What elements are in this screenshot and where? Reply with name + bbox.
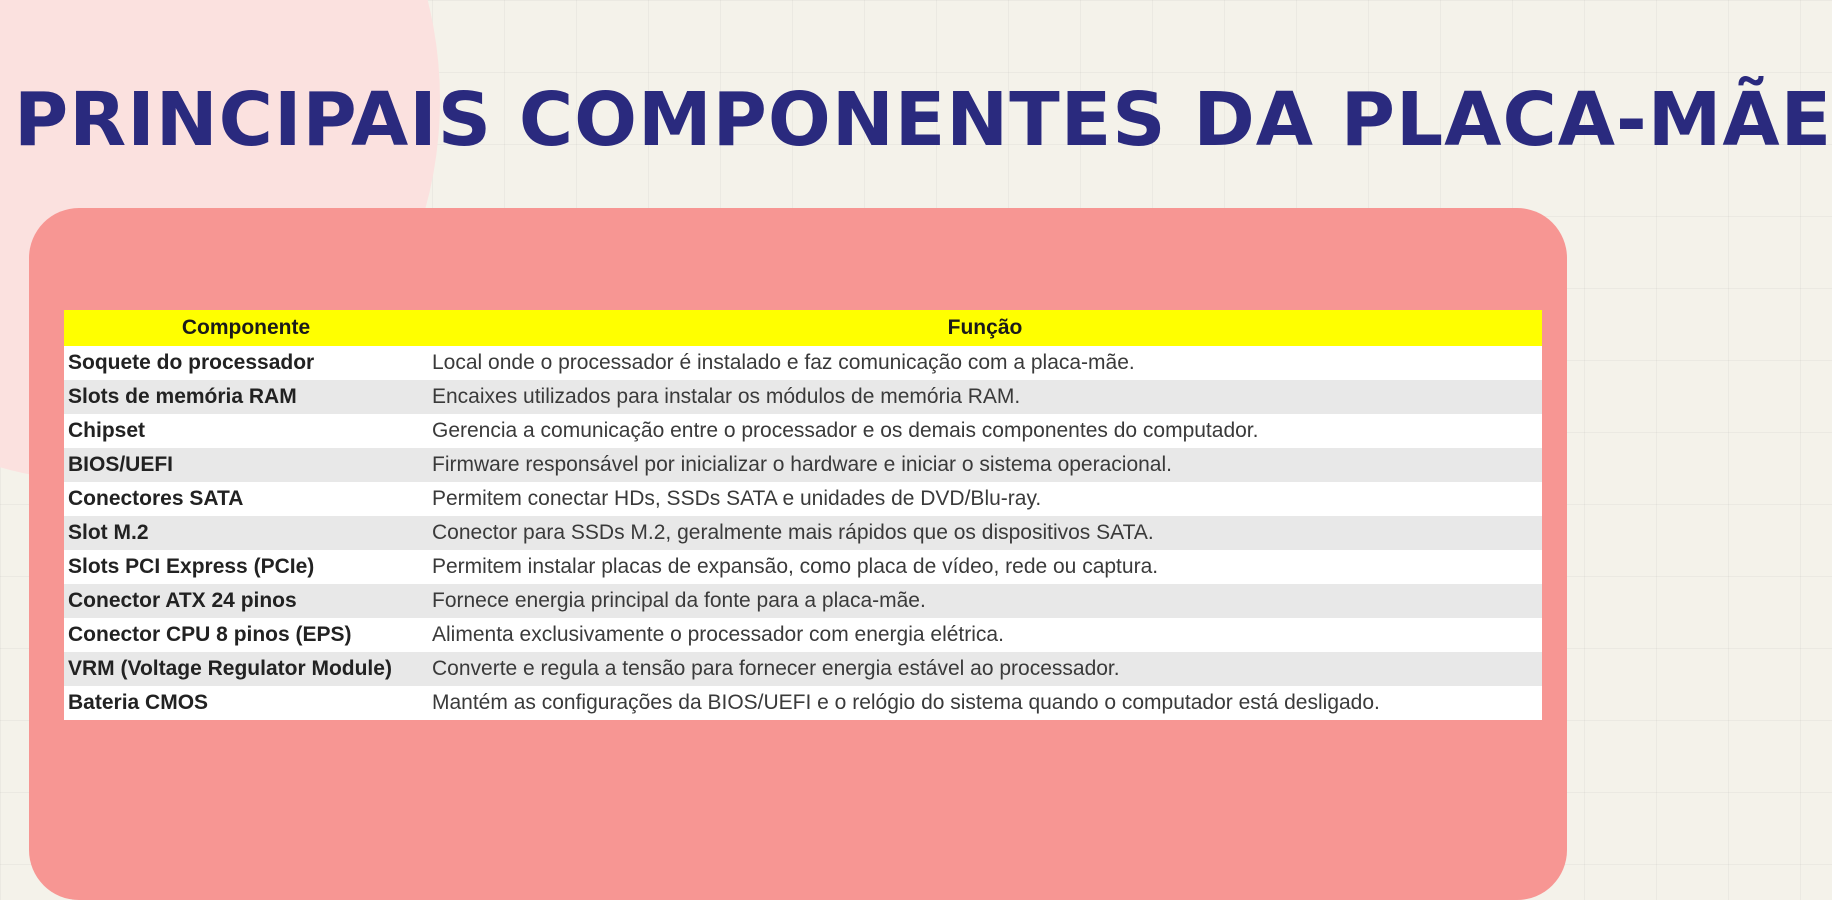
cell-funcao: Encaixes utilizados para instalar os módulos de memória RAM. (428, 380, 1542, 414)
table-row (64, 414, 1542, 448)
cell-componente: Conector CPU 8 pinos (EPS) (64, 618, 428, 652)
table-row (64, 482, 1542, 516)
cell-funcao: Gerencia a comunicação entre o processador e os demais componentes do computador. (428, 414, 1542, 448)
table-row (64, 448, 1542, 482)
cell-componente: BIOS/UEFI (64, 448, 428, 482)
cell-componente: Soquete do processador (64, 346, 428, 380)
components-table-container (64, 310, 1542, 720)
cell-componente: Conectores SATA (64, 482, 428, 516)
table-body (64, 346, 1542, 720)
cell-componente: Slots de memória RAM (64, 380, 428, 414)
page-title: PRINCIPAIS COMPONENTES DA PLACA-MÃE (14, 77, 1832, 163)
table-row (64, 380, 1542, 414)
cell-componente: Slots PCI Express (PCIe) (64, 550, 428, 584)
cell-componente: Conector ATX 24 pinos (64, 584, 428, 618)
components-table (64, 310, 1542, 720)
header-funcao: Função (428, 310, 1542, 346)
cell-funcao: Mantém as configurações da BIOS/UEFI e o relógio do sistema quando o computador está desligado. (428, 686, 1542, 720)
header-componente: Componente (64, 310, 428, 346)
cell-funcao: Local onde o processador é instalado e faz comunicação com a placa-mãe. (428, 346, 1542, 380)
table-header-row (64, 310, 1542, 346)
cell-funcao: Firmware responsável por inicializar o hardware e iniciar o sistema operacional. (428, 448, 1542, 482)
table-row (64, 618, 1542, 652)
table-row (64, 686, 1542, 720)
table-row (64, 346, 1542, 380)
cell-funcao: Converte e regula a tensão para fornecer energia estável ao processador. (428, 652, 1542, 686)
cell-componente: Chipset (64, 414, 428, 448)
table-row (64, 652, 1542, 686)
table-row (64, 584, 1542, 618)
cell-funcao: Fornece energia principal da fonte para a placa-mãe. (428, 584, 1542, 618)
table-row (64, 516, 1542, 550)
table-row (64, 550, 1542, 584)
cell-funcao: Alimenta exclusivamente o processador com energia elétrica. (428, 618, 1542, 652)
cell-componente: Slot M.2 (64, 516, 428, 550)
cell-componente: Bateria CMOS (64, 686, 428, 720)
cell-funcao: Permitem conectar HDs, SSDs SATA e unidades de DVD/Blu-ray. (428, 482, 1542, 516)
cell-funcao: Permitem instalar placas de expansão, como placa de vídeo, rede ou captura. (428, 550, 1542, 584)
cell-funcao: Conector para SSDs M.2, geralmente mais rápidos que os dispositivos SATA. (428, 516, 1542, 550)
cell-componente: VRM (Voltage Regulator Module) (64, 652, 428, 686)
